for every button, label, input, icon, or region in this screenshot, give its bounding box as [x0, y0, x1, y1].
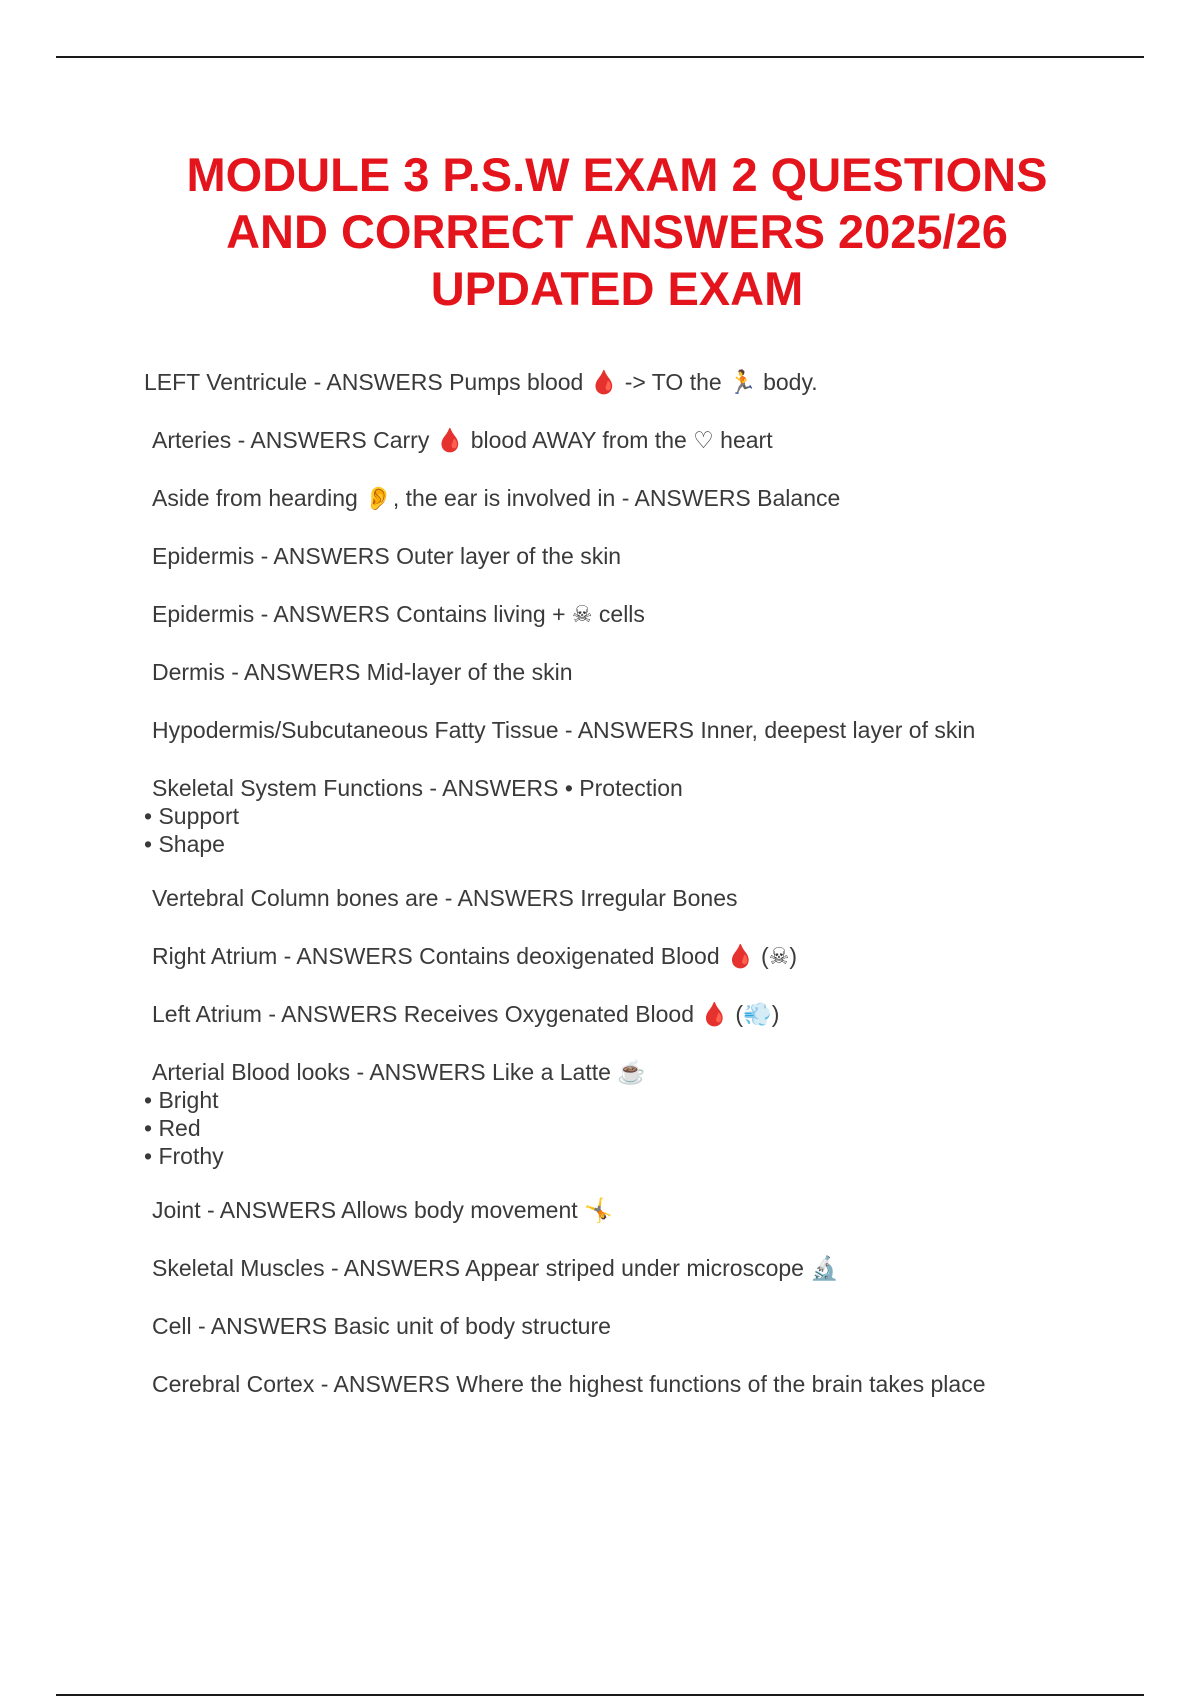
bottom-rule [56, 1694, 1144, 1696]
qa-text: Cerebral Cortex - ANSWERS Where the highest functions of the brain takes place [152, 1371, 986, 1397]
qa-entry [144, 1370, 1144, 1398]
bullet-item: • Bright [144, 1087, 219, 1113]
qa-text: Aside from hearding 👂, the ear is involved in - ANSWERS Balance [152, 485, 841, 511]
qa-entry [144, 942, 1144, 970]
qa-text: Cell - ANSWERS Basic unit of body structure [152, 1313, 611, 1339]
qa-entry [144, 600, 1144, 628]
qa-text: Epidermis - ANSWERS Outer layer of the skin [152, 543, 622, 569]
qa-entry [144, 1254, 1144, 1282]
qa-text: Skeletal System Functions - ANSWERS • Protection [152, 775, 683, 801]
qa-entry [144, 1058, 1144, 1170]
qa-entry [144, 658, 1144, 686]
title-line: AND CORRECT ANSWERS 2025/26 [226, 205, 1008, 258]
qa-entry [144, 1196, 1144, 1224]
qa-entry [144, 884, 1144, 912]
qa-entry [144, 716, 1144, 744]
bullet-item: • Red [144, 1115, 201, 1141]
qa-entry [144, 484, 1144, 512]
qa-entry [144, 1312, 1144, 1340]
bullet-item: • Frothy [144, 1143, 224, 1169]
qa-list [144, 368, 1144, 1428]
qa-entry [144, 1000, 1144, 1028]
qa-entry [144, 542, 1144, 570]
qa-text: Skeletal Muscles - ANSWERS Appear striped under microscope 🔬 [152, 1255, 839, 1281]
top-rule [56, 56, 1144, 58]
qa-entry [144, 368, 1144, 396]
qa-text: Joint - ANSWERS Allows body movement 🤸 [152, 1197, 613, 1223]
qa-text: Arterial Blood looks - ANSWERS Like a Latte ☕ [152, 1059, 646, 1085]
qa-text: Hypodermis/Subcutaneous Fatty Tissue - ANSWERS Inner, deepest layer of skin [152, 717, 976, 743]
qa-entry [144, 774, 1144, 858]
bullet-item: • Support [144, 803, 239, 829]
qa-text: Epidermis - ANSWERS Contains living + ☠ cells [152, 601, 645, 627]
title-line: UPDATED EXAM [430, 262, 804, 315]
title-line: MODULE 3 P.S.W EXAM 2 QUESTIONS [186, 148, 1048, 201]
bullet-item: • Shape [144, 831, 225, 857]
qa-text: Arteries - ANSWERS Carry 🩸 blood AWAY from the ♡ heart [152, 427, 773, 453]
qa-text: Left Atrium - ANSWERS Receives Oxygenated Blood 🩸 (💨) [152, 1001, 780, 1027]
qa-text: Right Atrium - ANSWERS Contains deoxigenated Blood 🩸 (☠) [152, 943, 797, 969]
document-title [0, 146, 1200, 317]
qa-text: Dermis - ANSWERS Mid-layer of the skin [152, 659, 573, 685]
qa-entry [144, 426, 1144, 454]
qa-text: LEFT Ventricule - ANSWERS Pumps blood 🩸 -> TO the 🏃 body. [144, 369, 818, 395]
qa-text: Vertebral Column bones are - ANSWERS Irregular Bones [152, 885, 738, 911]
